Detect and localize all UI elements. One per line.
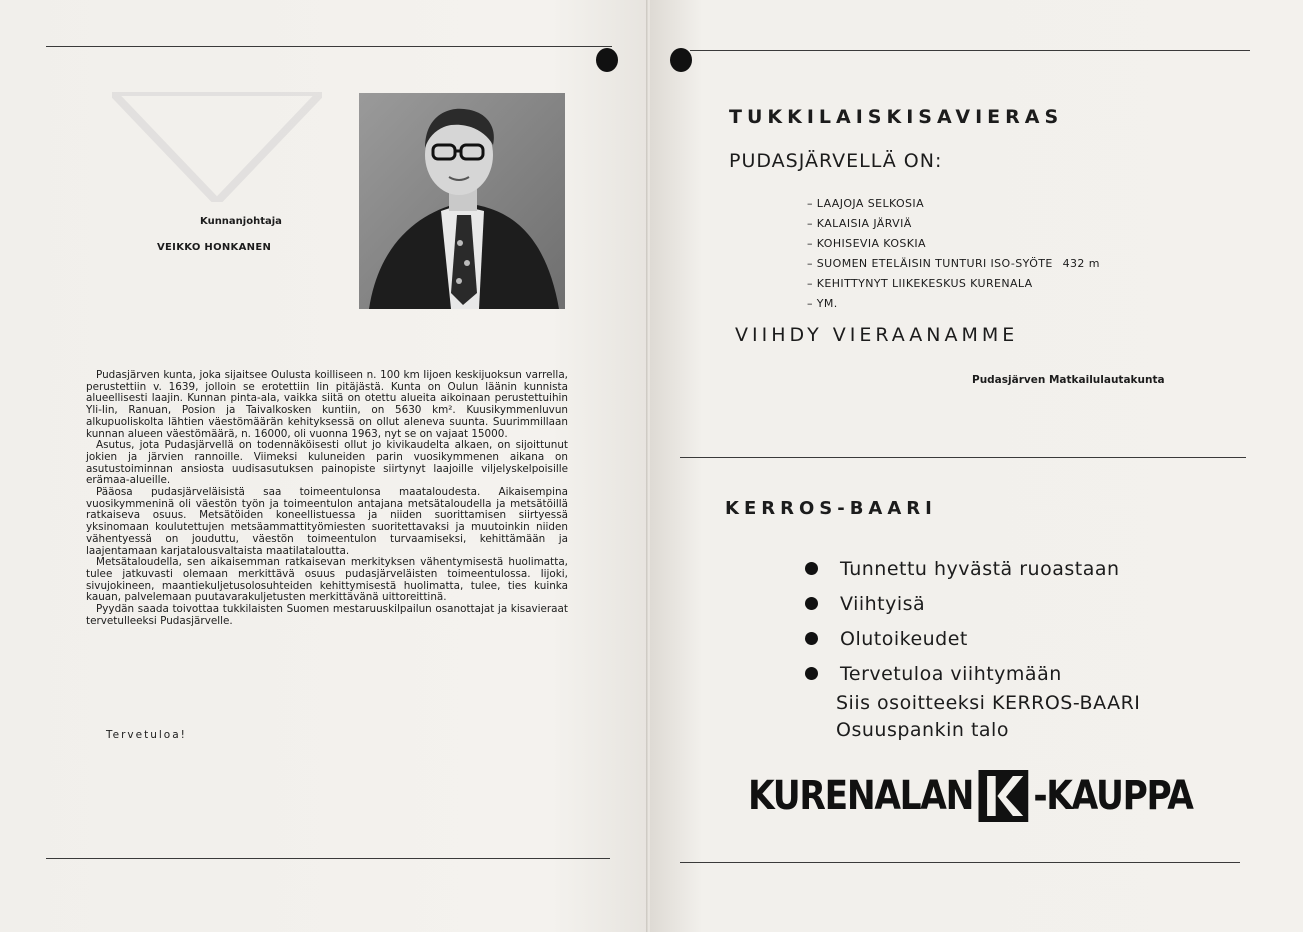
feature-list-item: – LAAJOJA SELKOSIA <box>807 197 924 210</box>
logo-left-text: KURENALAN <box>748 773 974 819</box>
bullet-item <box>805 551 1120 586</box>
bullet-text: Tervetuloa viihtymään <box>840 662 1062 685</box>
bullet-dot-icon <box>805 667 818 680</box>
binding-hole <box>596 48 618 72</box>
ad-address-line: Siis osoitteeksi KERROS-BAARI <box>836 692 1141 714</box>
top-rule <box>46 46 612 47</box>
article-paragraph: Asutus, jota Pudasjärvellä on todennäköisesti ollut jo kivikaudelta alkaen, on sijoittunut jokien ja järvien rannoille. Viimeksi kuluneiden parin vuosikymmenen aikana on asutustoiminnan ansiosta uudisasutuksen painopiste siirtynyt laajoille viljelyskelpoisille erämaa-alueille. <box>86 439 568 487</box>
bullet-text: Olutoikeudet <box>840 627 968 650</box>
ad-title: TUKKILAISKISAVIERAS <box>729 106 1064 128</box>
middle-rule <box>680 457 1246 458</box>
kerros-baari-heading: KERROS-BAARI <box>725 498 937 519</box>
feature-list-item: – YM. <box>807 297 838 310</box>
feature-list-item: – KEHITTYNYT LIIKEKESKUS KURENALA <box>807 277 1033 290</box>
ad-subtitle: PUDASJÄRVELLÄ ON: <box>729 150 943 172</box>
article-paragraph: Metsätaloudella, sen aikaisemman ratkaisevan merkityksen vähentymisestä huolimatta, tulee jatkuvasti olemaan merkittävä osuus pudasjärveläisten toimeentulossa. Iijoki, sivujokineen, maantiekuljetusolosuhteiden kehittymisestä huolimatta, tulee, ties kuinka kauan, palvelemaan puutavarakuljetusten merkittävänä uittoreittinä. <box>86 556 568 604</box>
feature-list-item: – SUOMEN ETELÄISIN TUNTURI ISO-SYÖTE <box>807 257 1053 270</box>
binding-hole <box>670 48 692 72</box>
article-paragraph: Pyydän saada toivottaa tukkilaisten Suomen mestaruuskilpailun osanottajat ja kisavieraat tervetulleeksi Pudasjärvelle. <box>86 603 568 627</box>
bullet-item <box>805 656 1120 691</box>
ad-building-line: Osuuspankin talo <box>836 719 1009 741</box>
k-letter-icon <box>978 770 1028 822</box>
left-page <box>0 0 648 932</box>
article-paragraph: Pääosa pudasjärveläisistä saa toimeentulonsa maataloudesta. Aikaisempina vuosikymmeninä oli väestön työn ja toimeentulon antajana metsätaloudella ja metsätöillä ratkaiseva osuus. Metsätöiden koneellistuessa ja niiden suorittamisen siirtyessä yksinomaan koulutettujen metsäammattityömiesten suoritettavaksi ja muutoinkin niiden vähentyessä on jouduttu, väestön toimeentulon turvaamiseksi, kehittämään ja laajentamaan karjatalousvaltaista maatilataloutta. <box>86 486 568 557</box>
slogan: VIIHDY VIERAANAMME <box>735 324 1019 346</box>
photo-caption-title: Kunnanjohtaja <box>200 216 282 227</box>
bullet-text: Viihtyisä <box>840 592 926 615</box>
bleed-through-logo <box>112 92 322 202</box>
feature-list-item: – KALAISIA JÄRVIÄ <box>807 217 912 230</box>
bullet-item <box>805 586 1120 621</box>
kurenalan-k-kauppa-logo <box>748 770 1193 822</box>
bullet-dot-icon <box>805 562 818 575</box>
bullet-item <box>805 621 1120 656</box>
article-body <box>86 370 568 627</box>
feature-list <box>807 194 1100 314</box>
bottom-rule <box>46 858 610 859</box>
bottom-rule-right <box>680 862 1240 863</box>
article-paragraph: Pudasjärven kunta, joka sijaitsee Oulusta koilliseen n. 100 km Iijoen keskijuoksun varrella, perustettiin v. 1639, jolloin se erotettiin Iin pitäjästä. Kunta on Oulun läänin kunnista alueellisesti laajin. Kunnan pinta-ala, vaikka siitä on otettu alueita aikoinaan perustettuihin Yli-Iin, Ranuan, Posion ja Taivalkosken kuntiin, on 5630 km². Kuusikymmenluvun alkupuoliskolta lähtien väestömäärän kehityksessä on ollut aleneva suunta. Suurimmillaan kunnan alueen väestömäärä, n. 16000, oli vuonna 1963, nyt se on vajaat 15000. <box>86 369 568 440</box>
feature-list-item-iso-syote <box>807 254 1100 274</box>
organization-signature: Pudasjärven Matkailulautakunta <box>972 374 1165 386</box>
top-rule-right <box>690 50 1250 51</box>
iso-syote-height: 432 m <box>1062 257 1100 270</box>
bullet-dot-icon <box>805 597 818 610</box>
bullet-dot-icon <box>805 632 818 645</box>
closing-greeting: Tervetuloa! <box>106 729 187 741</box>
kerros-baari-bullets <box>805 551 1120 691</box>
portrait-photo <box>359 93 565 309</box>
bullet-text: Tunnettu hyvästä ruoastaan <box>840 557 1120 580</box>
feature-list-item: – KOHISEVIA KOSKIA <box>807 237 926 250</box>
logo-right-text: -KAUPPA <box>1033 773 1193 819</box>
photo-caption-name: VEIKKO HONKANEN <box>157 242 272 253</box>
